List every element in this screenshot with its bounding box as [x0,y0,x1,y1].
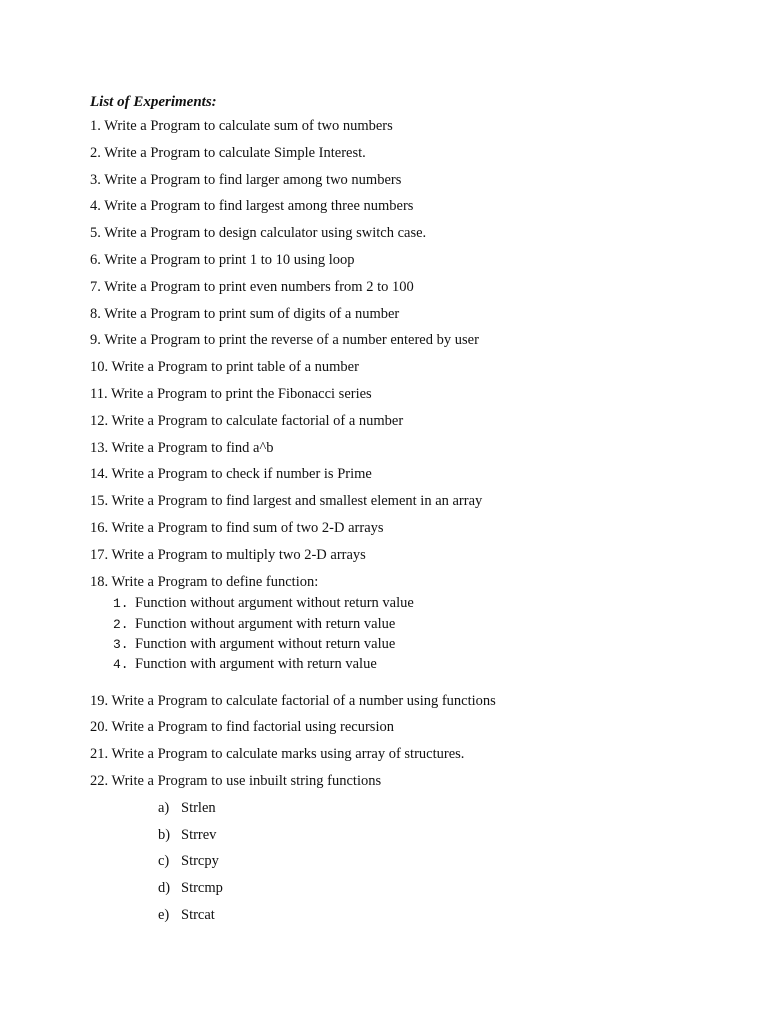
string-function-name: Strcat [181,906,215,923]
string-functions-list [90,799,730,933]
function-type-number: 1. [113,596,129,612]
function-type-text: Function without argument with return value [135,615,396,632]
page-heading: List of Experiments: [90,94,217,110]
experiment-item: 16. Write a Program to find sum of two 2-D arrays [90,519,384,536]
string-function-name: Strcpy [181,853,219,870]
section-spacer [90,675,730,692]
function-type-text: Function with argument with return value [135,656,377,673]
function-type-item [113,634,730,654]
experiment-item: 13. Write a Program to find a^b [90,439,274,456]
experiment-item: 22. Write a Program to use inbuilt string functions [90,772,382,789]
function-type-item [113,654,730,674]
experiment-item: 3. Write a Program to find larger among two numbers [90,171,402,188]
string-function-item [158,906,730,933]
experiment-item: 9. Write a Program to print the reverse of a number entered by user [90,332,479,349]
string-function-name: Strrev [181,826,217,843]
string-function-item [158,879,730,906]
function-type-text: Function with argument without return value [135,635,396,652]
experiment-item: 18. Write a Program to define function: [90,573,319,590]
string-function-letter: b) [158,826,171,843]
experiment-item: 5. Write a Program to design calculator using switch case. [90,225,427,242]
string-function-item [158,826,730,853]
function-type-number: 3. [113,636,129,652]
string-function-item [158,852,730,879]
string-function-item [158,799,730,826]
function-type-item [113,593,730,613]
function-type-number: 4. [113,657,129,673]
experiment-list-page [90,91,730,933]
function-type-text: Function without argument without return value [135,595,414,612]
function-type-item [113,614,730,634]
experiment-item: 11. Write a Program to print the Fibonacci series [90,385,372,402]
experiment-item: 2. Write a Program to calculate Simple Interest. [90,144,366,161]
string-function-name: Strlen [181,799,216,816]
experiment-item: 17. Write a Program to multiply two 2-D arrays [90,546,366,563]
experiment-item: 21. Write a Program to calculate marks using array of structures. [90,746,465,763]
experiment-item: 7. Write a Program to print even numbers from 2 to 100 [90,278,414,295]
string-function-letter: c) [158,853,170,870]
string-function-letter: d) [158,880,171,897]
experiment-item: 20. Write a Program to find factorial using recursion [90,719,394,736]
experiment-item: 12. Write a Program to calculate factorial of a number [90,412,404,429]
experiment-item: 19. Write a Program to calculate factorial of a number using functions [90,692,496,709]
string-function-name: Strcmp [181,880,223,897]
string-function-letter: e) [158,906,170,923]
experiment-item: 8. Write a Program to print sum of digits of a number [90,305,400,322]
string-function-letter: a) [158,799,170,816]
experiment-item: 15. Write a Program to find largest and smallest element in an array [90,493,483,510]
experiment-item: 4. Write a Program to find largest among three numbers [90,198,414,215]
experiment-item: 10. Write a Program to print table of a number [90,359,359,376]
function-type-number: 2. [113,616,129,632]
experiment-item: 6. Write a Program to print 1 to 10 using loop [90,251,355,268]
function-types-list [90,593,730,674]
experiment-item: 14. Write a Program to check if number is Prime [90,466,372,483]
experiment-item: 1. Write a Program to calculate sum of two numbers [90,118,393,134]
